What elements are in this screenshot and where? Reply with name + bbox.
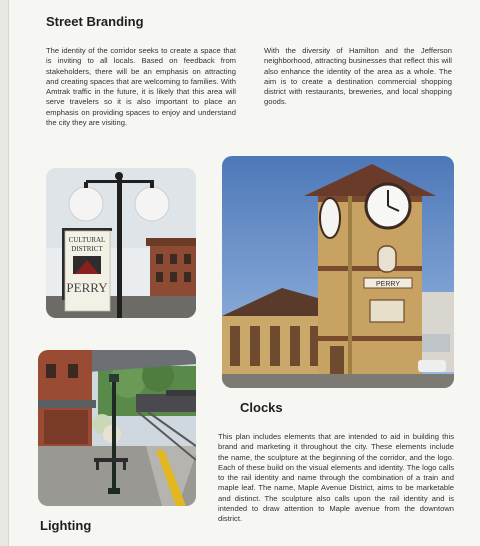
clocks-paragraph: This plan includes elements that are intended to aid in building this brand and marketing it throughout the city. These elements include the name, the sculpture at the beginning of the corridor, and the logo. Each of these build on the visual elements and identity. The logo calls to the rail identity and name through the combination of a train and maple leaf. The name, Maple Avenue District, aims to be marketable and distinct. The sculpture also calls upon the rail identity and is intended to draw attention to Maple avenue from the downtown district.: [218, 432, 454, 524]
street-branding-paragraph-left: The identity of the corridor seeks to create a space that is inviting to all locals. Based on feedback from stakeholders, there will be an emphasis on attracting and creating spaces that are welcoming to families. With Amtrak traffic in the future, it is likely that this area will serve travelers so it is also important to place an emphasis on providing spaces to enjoy and understand the city they are visiting.: [46, 46, 236, 128]
clock-tower-photo: [222, 156, 454, 388]
clocks-heading: Clocks: [240, 400, 283, 415]
street-banner-photo: [46, 168, 196, 318]
street-branding-paragraph-right: With the diversity of Hamilton and the Jefferson neighborhood, attracting businesses that reflect this will also enhance the identity of the area as a whole. The aim is to create a destination commercial shopping district with restaurants, breweries, and local shopping goods.: [264, 46, 452, 107]
lighting-photo: [38, 350, 196, 506]
banner-line1-text: CULTURAL: [68, 236, 106, 244]
lighting-heading: Lighting: [40, 518, 92, 533]
street-branding-heading: Street Branding: [46, 14, 144, 29]
banner-line2-text: DISTRICT: [71, 245, 103, 253]
page-edge: [0, 0, 9, 546]
depot-sign-text: PERRY: [376, 281, 400, 288]
banner-city-text: PERRY: [66, 280, 108, 295]
